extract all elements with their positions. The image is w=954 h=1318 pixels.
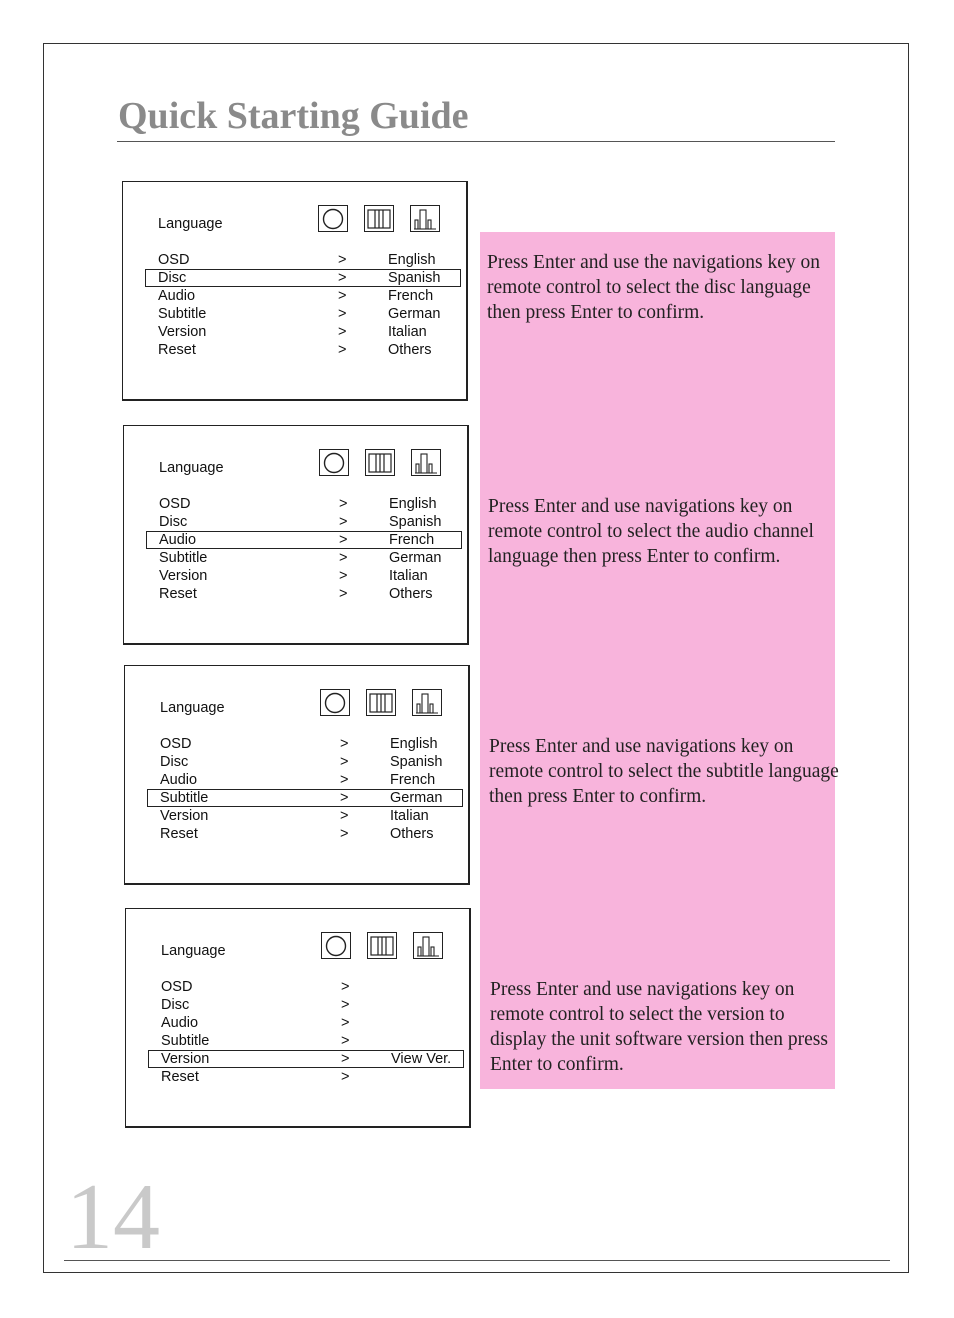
- menu-row-value: German: [390, 790, 443, 806]
- menu-row-osd: [158, 251, 458, 269]
- menu-tab-icons: [321, 932, 459, 959]
- menu-row-arrow: >: [339, 496, 348, 512]
- menu-row-osd: [160, 735, 460, 753]
- menu-tab-icons: [319, 449, 457, 476]
- menu-row-osd: [159, 495, 459, 513]
- menu-row-audio: [158, 287, 458, 305]
- menu-row-value: Italian: [388, 324, 427, 340]
- menu-row-version: [158, 323, 458, 341]
- menu-row-arrow: >: [338, 342, 347, 358]
- menu-row-version: [160, 807, 460, 825]
- menu-heading: Language: [161, 943, 226, 959]
- circle-icon: [320, 689, 350, 716]
- menu-row-value: Others: [389, 586, 433, 602]
- menu-row-arrow: >: [339, 550, 348, 566]
- menu-row-reset: [158, 341, 458, 359]
- menu-row-arrow: >: [340, 772, 349, 788]
- instruction-text: Press Enter and use navigations key on remote control to select the audio channel language then press Enter to confirm.: [488, 496, 814, 567]
- menu-row-audio: [160, 771, 460, 789]
- page-number: 14: [66, 1165, 160, 1269]
- menu-row-arrow: >: [338, 270, 347, 286]
- menu-row-value: Spanish: [389, 514, 442, 530]
- menu-row-arrow: >: [341, 997, 350, 1013]
- menu-row-label: Audio: [159, 532, 197, 548]
- language-menu-panel: [124, 665, 470, 885]
- columns-icon: [366, 689, 396, 716]
- speaker-bars-icon: [410, 205, 440, 232]
- menu-row-value: Italian: [390, 808, 429, 824]
- page-title: Quick Starting Guide: [118, 95, 469, 137]
- menu-row-label: Reset: [161, 1069, 199, 1085]
- menu-row-value: German: [388, 306, 441, 322]
- menu-row-label: Version: [158, 324, 207, 340]
- menu-row-disc: [158, 269, 458, 287]
- menu-row-arrow: >: [341, 1015, 350, 1031]
- menu-row-osd: [161, 978, 461, 996]
- menu-row-label: Disc: [158, 270, 187, 286]
- menu-row-label: Reset: [159, 586, 197, 602]
- menu-row-arrow: >: [339, 514, 348, 530]
- menu-row-label: Version: [159, 568, 208, 584]
- columns-icon: [365, 449, 395, 476]
- menu-row-arrow: >: [339, 586, 348, 602]
- instruction-text: Press Enter and use navigations key on remote control to select the subtitle language then press Enter to confirm.: [489, 736, 839, 807]
- menu-row-value: English: [390, 736, 438, 752]
- menu-row-arrow: >: [338, 306, 347, 322]
- menu-heading: Language: [158, 216, 223, 232]
- menu-row-arrow: >: [340, 754, 349, 770]
- menu-row-value: Italian: [389, 568, 428, 584]
- title-divider: [117, 141, 835, 142]
- menu-row-arrow: >: [341, 1033, 350, 1049]
- speaker-bars-icon: [411, 449, 441, 476]
- menu-row-label: Audio: [161, 1015, 199, 1031]
- menu-row-arrow: >: [340, 808, 349, 824]
- menu-row-value: English: [388, 252, 436, 268]
- menu-row-label: OSD: [161, 979, 193, 995]
- circle-icon: [318, 205, 348, 232]
- menu-row-label: OSD: [158, 252, 190, 268]
- menu-row-value: Others: [388, 342, 432, 358]
- menu-row-subtitle: [160, 789, 460, 807]
- menu-row-value: English: [389, 496, 437, 512]
- menu-row-disc: [160, 753, 460, 771]
- menu-row-disc: [159, 513, 459, 531]
- menu-row-value: French: [389, 532, 435, 548]
- menu-row-label: Subtitle: [160, 790, 209, 806]
- menu-row-subtitle: [158, 305, 458, 323]
- menu-row-arrow: >: [340, 790, 349, 806]
- menu-row-version: [159, 567, 459, 585]
- menu-row-label: Reset: [158, 342, 196, 358]
- menu-row-label: Subtitle: [159, 550, 208, 566]
- menu-row-subtitle: [159, 549, 459, 567]
- language-menu-panel: [125, 908, 471, 1128]
- menu-tab-icons: [320, 689, 458, 716]
- menu-row-label: Subtitle: [161, 1033, 210, 1049]
- menu-row-label: Disc: [159, 514, 188, 530]
- menu-row-arrow: >: [340, 826, 349, 842]
- menu-row-arrow: >: [339, 568, 348, 584]
- instruction-text: Press Enter and use navigations key on remote control to select the version to display the unit software version then press Enter to confirm.: [490, 979, 828, 1075]
- columns-icon: [364, 205, 394, 232]
- menu-row-arrow: >: [341, 979, 350, 995]
- menu-row-label: Reset: [160, 826, 198, 842]
- menu-row-label: Audio: [160, 772, 198, 788]
- menu-row-arrow: >: [338, 324, 347, 340]
- menu-row-label: Subtitle: [158, 306, 207, 322]
- columns-icon: [367, 932, 397, 959]
- menu-row-arrow: >: [341, 1069, 350, 1085]
- language-menu-panel: [122, 181, 468, 401]
- menu-row-audio: [159, 531, 459, 549]
- footer-divider: [64, 1260, 890, 1261]
- menu-row-reset: [161, 1068, 461, 1086]
- menu-row-value: German: [389, 550, 442, 566]
- menu-row-label: OSD: [159, 496, 191, 512]
- menu-row-value: Others: [390, 826, 434, 842]
- menu-row-value: View Ver.: [391, 1051, 452, 1067]
- menu-row-arrow: >: [339, 532, 348, 548]
- menu-row-arrow: >: [341, 1051, 350, 1067]
- menu-row-version: [161, 1050, 461, 1068]
- menu-row-audio: [161, 1014, 461, 1032]
- menu-row-label: Version: [160, 808, 209, 824]
- speaker-bars-icon: [412, 689, 442, 716]
- menu-row-arrow: >: [338, 252, 347, 268]
- circle-icon: [319, 449, 349, 476]
- instruction-text: Press Enter and use the navigations key on remote control to select the disc language then press Enter to confirm.: [487, 252, 821, 323]
- language-menu-panel: [123, 425, 469, 645]
- menu-row-value: Spanish: [388, 270, 441, 286]
- menu-row-reset: [159, 585, 459, 603]
- menu-row-label: OSD: [160, 736, 192, 752]
- menu-row-value: Spanish: [390, 754, 443, 770]
- menu-row-label: Version: [161, 1051, 210, 1067]
- circle-icon: [321, 932, 351, 959]
- menu-row-disc: [161, 996, 461, 1014]
- menu-row-reset: [160, 825, 460, 843]
- menu-row-value: French: [388, 288, 434, 304]
- menu-heading: Language: [159, 460, 224, 476]
- menu-row-label: Disc: [161, 997, 190, 1013]
- menu-row-label: Disc: [160, 754, 189, 770]
- menu-row-label: Audio: [158, 288, 196, 304]
- menu-row-arrow: >: [338, 288, 347, 304]
- menu-row-subtitle: [161, 1032, 461, 1050]
- menu-heading: Language: [160, 700, 225, 716]
- menu-row-value: French: [390, 772, 436, 788]
- speaker-bars-icon: [413, 932, 443, 959]
- menu-tab-icons: [318, 205, 456, 232]
- instructions-highlight-panel: [480, 232, 835, 1089]
- menu-row-arrow: >: [340, 736, 349, 752]
